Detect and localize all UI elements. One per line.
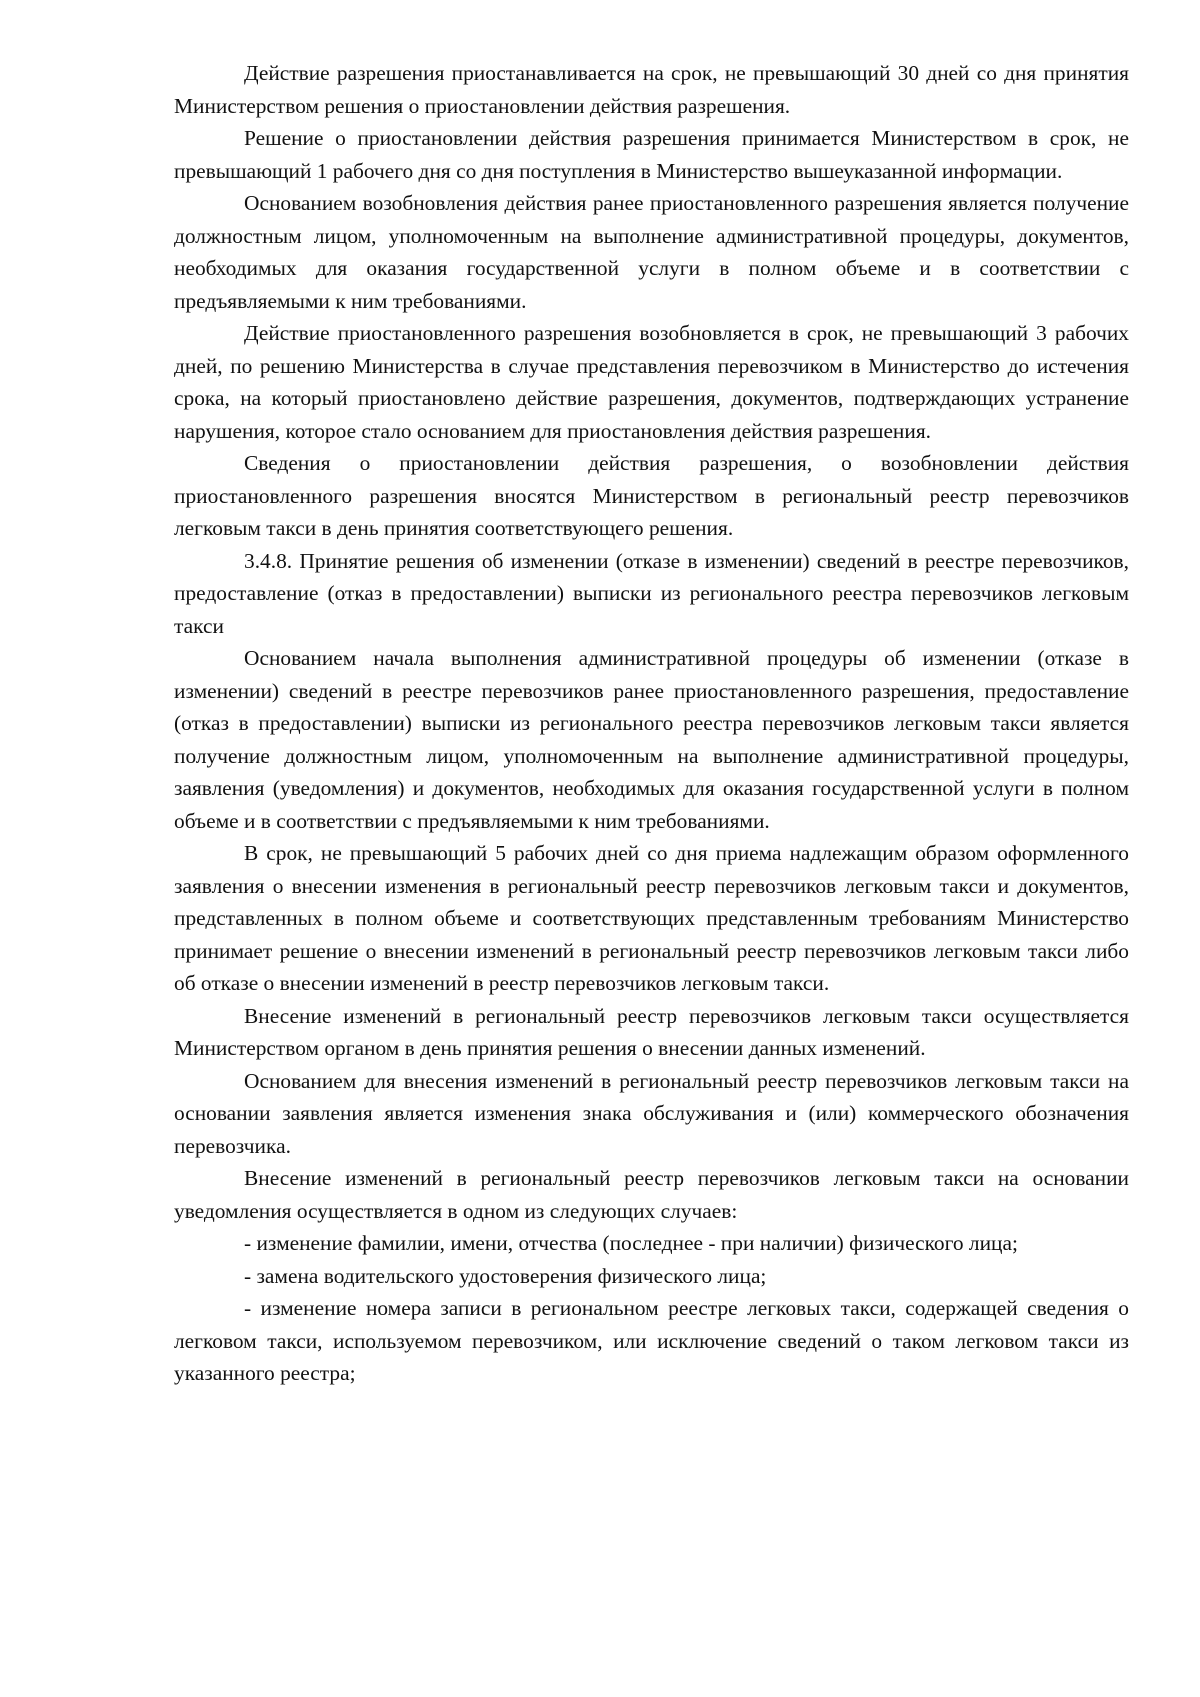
paragraph-change-term: В срок, не превышающий 5 рабочих дней со дня приема надлежащим образом оформленного заявления о внесении изменения в региональный реестр перевозчиков легковым такси и документов, представленных в полном объеме и соответствующих представленным требованиям Министерство принимает решение о внесении изменений в региональный реестр перевозчиков легковым такси либо об отказе о внесении изменений в реестр перевозчиков легковым такси. <box>174 841 1129 995</box>
paragraph-registry-entry: Сведения о приостановлении действия разрешения, о возобновлении действия приостановленного разрешения вносятся Министерством в региональный реестр перевозчиков легковым такси в день принятия соответствующего решения. <box>174 451 1129 540</box>
list-item-license-replacement: - замена водительского удостоверения физического лица; <box>244 1263 767 1288</box>
paragraph-application-basis: Основанием для внесения изменений в региональный реестр перевозчиков легковым такси на основании заявления является изменения знака обслуживания и (или) коммерческого обозначения перевозчика. <box>174 1068 1129 1158</box>
paragraph-suspension-term: Действие разрешения приостанавливается на срок, не превышающий 30 дней со дня принятия Министерством решения о приостановлении действия разрешения. <box>174 61 1129 118</box>
list-item-record-change: - изменение номера записи в региональном реестре легковых такси, содержащей сведения о легковом такси, используемом перевозчиком, или исключение сведений о таком легковом такси из указанного реестра; <box>174 1296 1129 1385</box>
paragraph-notification-cases: Внесение изменений в региональный реестр перевозчиков легковым такси на основании уведомления осуществляется в одном из следующих случаев: <box>174 1166 1129 1223</box>
paragraph-change-basis: Основанием начала выполнения административной процедуры об изменении (отказе в изменении) сведений в реестре перевозчиков ранее приостановленного разрешения, предоставление (отказ в предоставлении) выписки из регионального реестра перевозчиков легковым такси является получение должностным лицом, уполномоченным на выполнение административной процедуры, заявления (уведомления) и документов, необходимых для оказания государственной услуги в полном объеме и в соответствии с предъявляемыми к ним требованиями. <box>174 646 1129 833</box>
paragraph-suspension-decision: Решение о приостановлении действия разрешения принимается Министерством в срок, не превышающий 1 рабочего дня со дня поступления в Министерство вышеуказанной информации. <box>174 126 1129 183</box>
section-heading-3-4-8: 3.4.8. Принятие решения об изменении (отказе в изменении) сведений в реестре перевозчиков, предоставление (отказ в предоставлении) выписки из регионального реестра перевозчиков легковым такси <box>174 548 1129 638</box>
paragraph-change-execution: Внесение изменений в региональный реестр перевозчиков легковым такси осуществляется Министерством органом в день принятия решения о внесении данных изменений. <box>174 1003 1129 1060</box>
list-item-name-change: - изменение фамилии, имени, отчества (последнее - при наличии) физического лица; <box>244 1231 1018 1255</box>
paragraph-resumption-basis: Основанием возобновления действия ранее приостановленного разрешения является получение должностным лицом, уполномоченным на выполнение административной процедуры, документов, необходимых для оказания государственной услуги в полном объеме и в соответствии с предъявляемыми к ним требованиями. <box>174 191 1129 313</box>
document-body <box>174 57 1129 1390</box>
paragraph-resumption-term: Действие приостановленного разрешения возобновляется в срок, не превышающий 3 рабочих дней, по решению Министерства в случае представления перевозчиком в Министерство до истечения срока, на который приостановлено действие разрешения, документов, подтверждающих устранение нарушения, которое стало основанием для приостановления действия разрешения. <box>174 321 1129 443</box>
